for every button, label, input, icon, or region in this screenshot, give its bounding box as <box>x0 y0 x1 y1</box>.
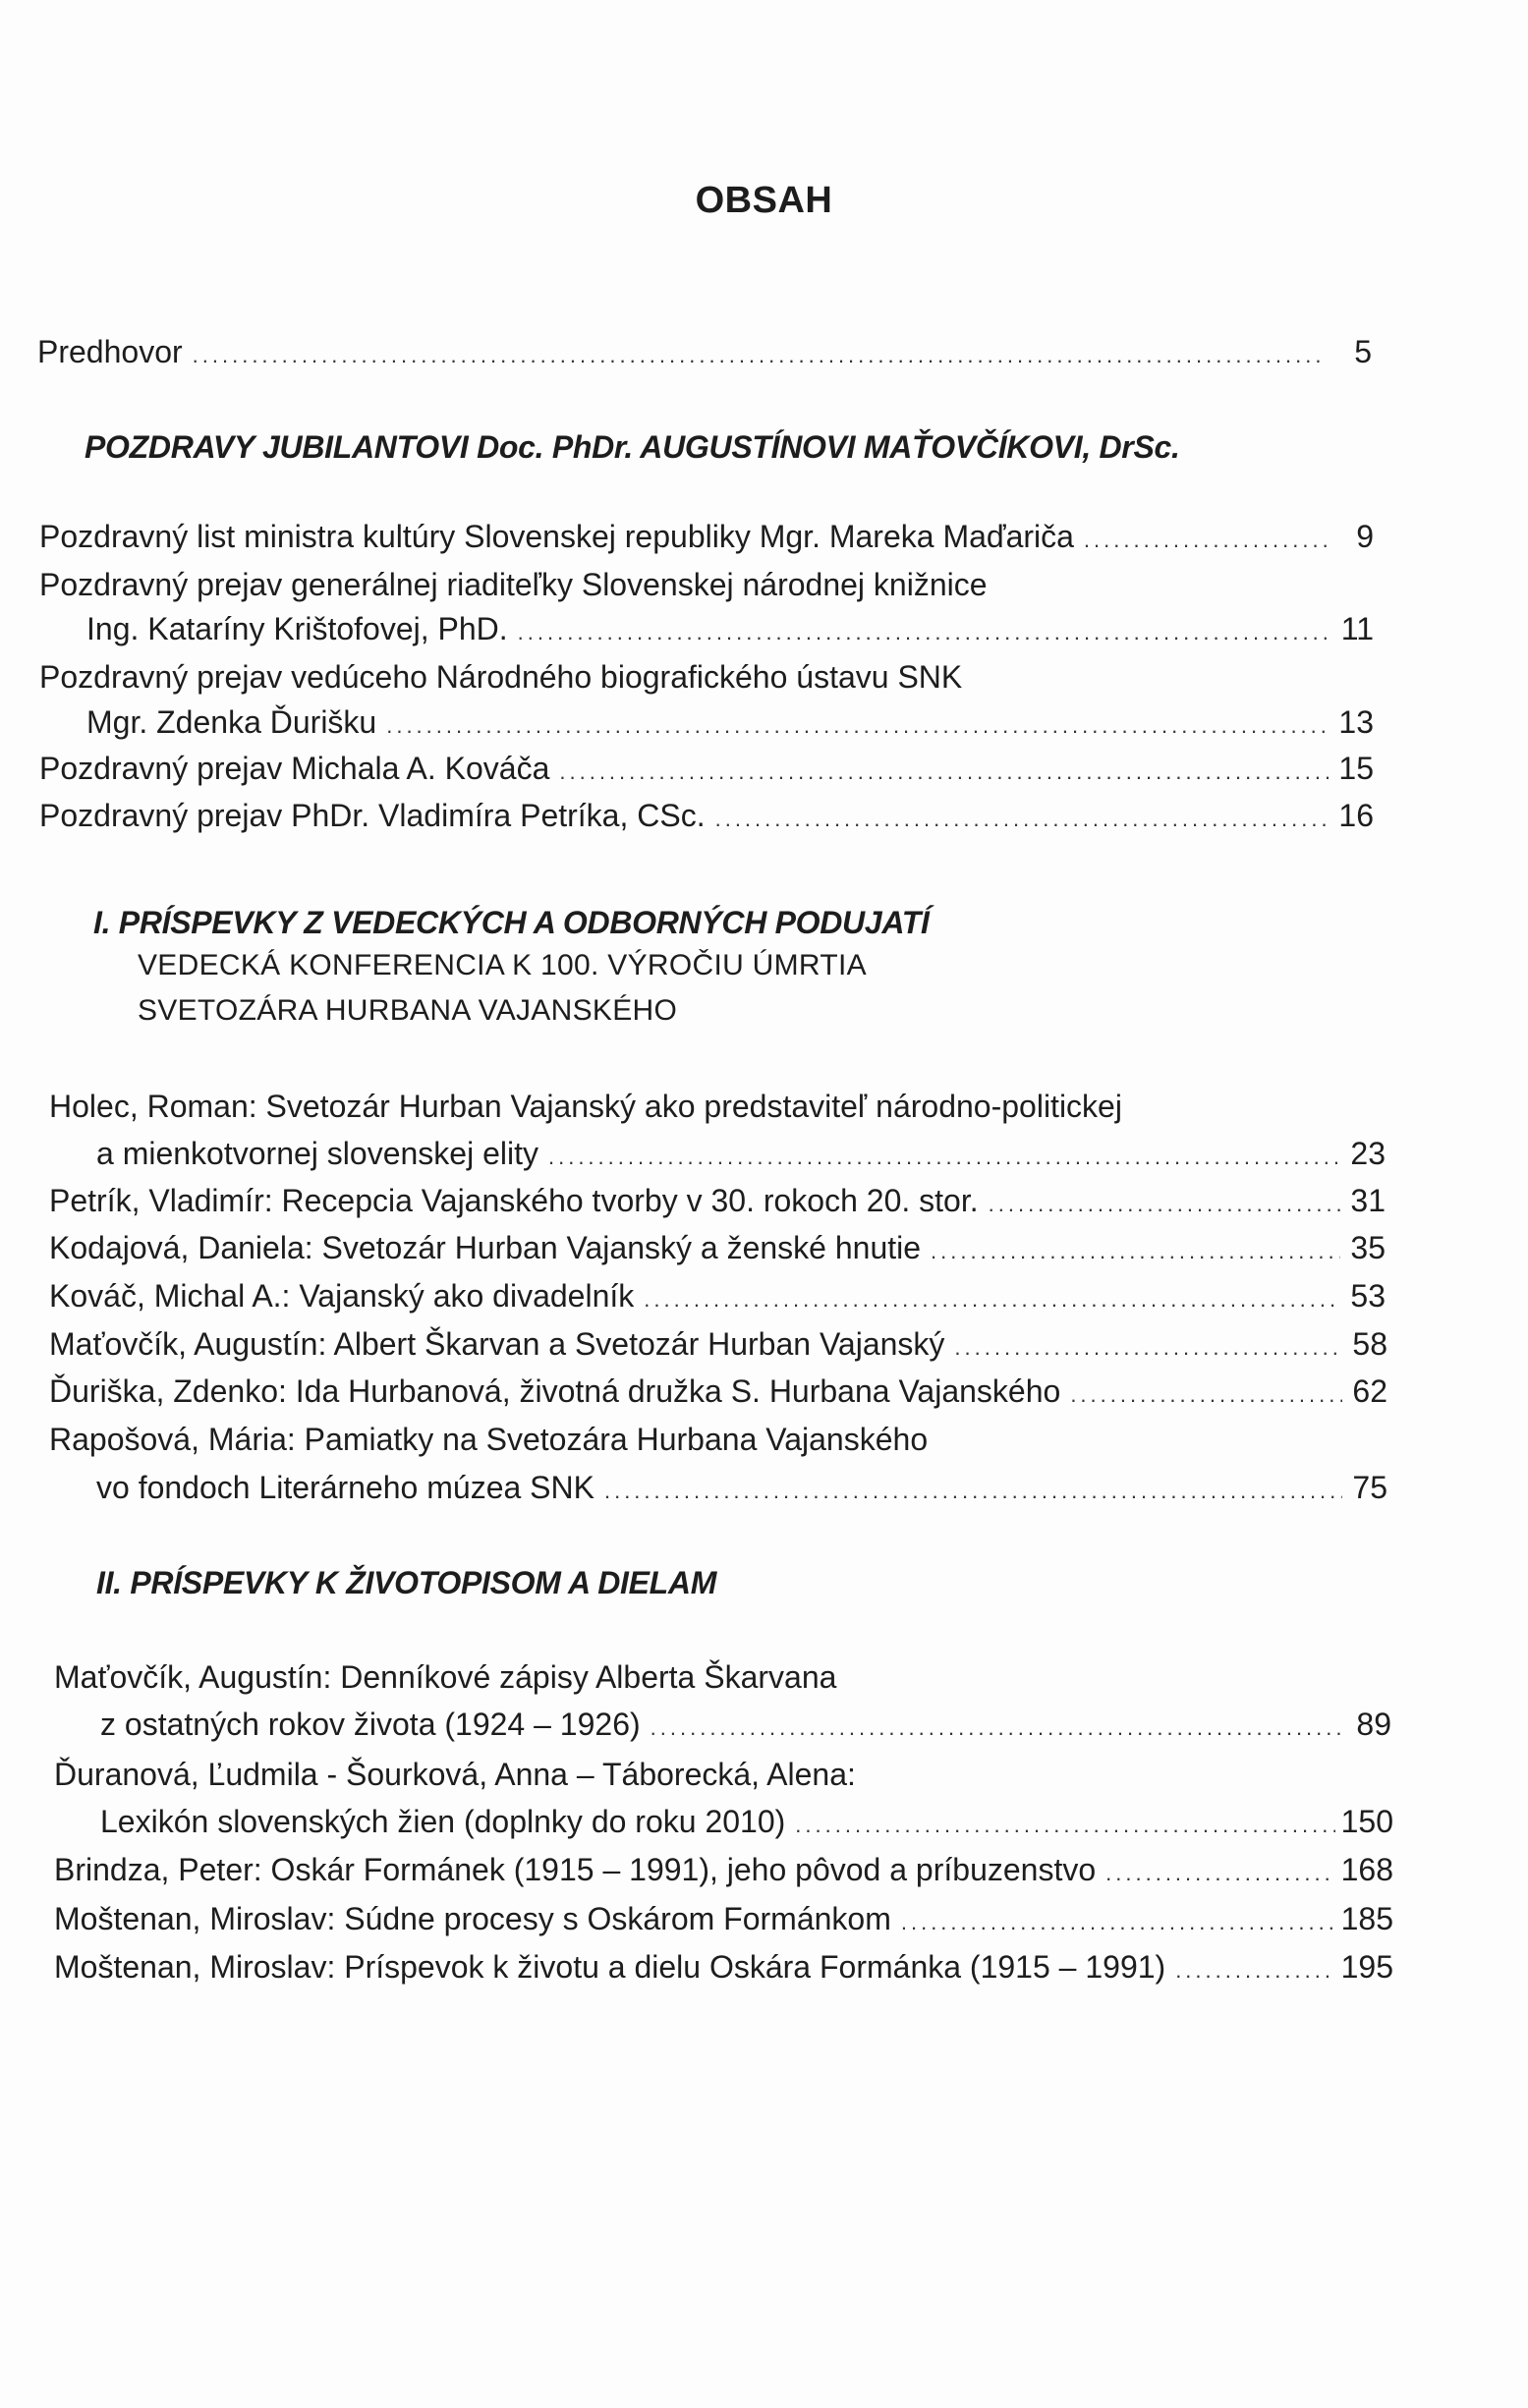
toc-entry-label: Pozdravný prejav PhDr. Vladimíra Petríka, CSc. <box>39 798 706 833</box>
leader-dots <box>795 1815 1334 1836</box>
toc-entry-label: Pozdravný prejav Michala A. Kováča <box>39 751 550 786</box>
toc-entry <box>54 1903 1393 1934</box>
toc-page-number: 168 <box>1340 1852 1393 1887</box>
leader-dots <box>1084 530 1329 551</box>
toc-page-number: 16 <box>1338 798 1374 833</box>
leader-dots <box>518 622 1329 644</box>
toc-entry-line1: Ďuranová, Ľudmila - Šourková, Anna – Táborecká, Alena: <box>54 1757 856 1792</box>
toc-entry <box>49 1280 1386 1312</box>
toc-entry <box>49 1185 1386 1216</box>
leader-dots <box>931 1241 1340 1262</box>
toc-entry <box>49 1328 1387 1360</box>
toc-page-number: 53 <box>1350 1278 1386 1314</box>
leader-dots <box>1175 1960 1334 1982</box>
toc-entry <box>86 613 1374 644</box>
toc-entry <box>100 1806 1393 1837</box>
toc-entry-label: Moštenan, Miroslav: Súdne procesy s Oskárom Formánkom <box>54 1901 891 1936</box>
toc-entry-label: Petrík, Vladimír: Recepcia Vajanského tvorby v 30. rokoch 20. stor. <box>49 1183 979 1218</box>
leader-dots <box>193 345 1327 366</box>
toc-entry-label: Kodajová, Daniela: Svetozár Hurban Vajanský a ženské hnutie <box>49 1230 922 1265</box>
leader-dots <box>1105 1863 1334 1884</box>
toc-page-number: 15 <box>1338 751 1374 786</box>
section-subheading: VEDECKÁ KONFERENCIA K 100. VÝROČIU ÚMRTIA <box>138 949 867 981</box>
toc-entry <box>100 1708 1391 1740</box>
toc-page-number: 31 <box>1350 1183 1386 1218</box>
toc-entry-label: Moštenan, Miroslav: Príspevok k životu a dielu Oskára Formánka (1915 – 1991) <box>54 1949 1166 1985</box>
section-heading-2: II. PRÍSPEVKY K ŽIVOTOPISOM A DIELAM <box>96 1565 717 1600</box>
leader-dots <box>989 1194 1340 1215</box>
toc-entry <box>96 1138 1386 1169</box>
leader-dots <box>901 1912 1335 1933</box>
leader-dots <box>715 809 1329 830</box>
toc-page-number: 150 <box>1340 1804 1393 1839</box>
toc-page-number: 62 <box>1352 1373 1387 1409</box>
toc-entry-label: Mgr. Zdenka Ďurišku <box>86 704 377 740</box>
leader-dots <box>548 1147 1340 1168</box>
toc-entry-label: Lexikón slovenských žien (doplnky do roku 2010) <box>100 1804 786 1839</box>
toc-page-number: 89 <box>1356 1707 1391 1742</box>
toc-entry-label: Predhovor <box>37 334 183 369</box>
toc-page-number: 13 <box>1338 704 1374 740</box>
toc-entry <box>54 1854 1393 1885</box>
leader-dots <box>604 1481 1342 1502</box>
toc-page-number: 9 <box>1356 519 1374 554</box>
toc-entry-label: z ostatných rokov života (1924 – 1926) <box>100 1707 641 1742</box>
toc-entry-label: Ing. Kataríny Krištofovej, PhD. <box>86 611 508 646</box>
toc-entry-label: vo fondoch Literárneho múzea SNK <box>96 1470 594 1505</box>
toc-entry-label: a mienkotvornej slovenskej elity <box>96 1136 538 1171</box>
toc-entry-line1: Maťovčík, Augustín: Denníkové zápisy Alberta Škarvana <box>54 1659 837 1695</box>
toc-entry <box>96 1472 1387 1503</box>
toc-page-number: 75 <box>1352 1470 1387 1505</box>
section-heading-greetings: POZDRAVY JUBILANTOVI Doc. PhDr. AUGUSTÍNOVI MAŤOVČÍKOVI, DrSc. <box>85 429 1180 465</box>
toc-page-number: 185 <box>1340 1901 1393 1936</box>
toc-entry <box>39 521 1374 552</box>
toc-entry <box>39 800 1374 831</box>
toc-entry-line1: Rapošová, Mária: Pamiatky na Svetozára Hurbana Vajanského <box>49 1422 929 1457</box>
toc-page-number: 11 <box>1340 611 1374 646</box>
toc-entry-line1: Holec, Roman: Svetozár Hurban Vajanský ako predstaviteľ národno-politickej <box>49 1089 1122 1124</box>
leader-dots <box>651 1717 1346 1739</box>
section-heading-1: I. PRÍSPEVKY Z VEDECKÝCH A ODBORNÝCH PODUJATÍ <box>93 905 930 940</box>
toc-entry-line1: Pozdravný prejav generálnej riaditeľky Slovenskej národnej knižnice <box>39 567 988 602</box>
leader-dots <box>386 715 1329 737</box>
toc-entry-label: Brindza, Peter: Oskár Formánek (1915 – 1991), jeho pôvod a príbuzenstvo <box>54 1852 1097 1887</box>
toc-entry-line1: Pozdravný prejav vedúceho Národného biografického ústavu SNK <box>39 659 963 695</box>
toc-entry-label: Kováč, Michal A.: Vajanský ako divadelník <box>49 1278 635 1314</box>
toc-page-number: 35 <box>1350 1230 1386 1265</box>
toc-entry <box>39 753 1374 784</box>
section-subheading: SVETOZÁRA HURBANA VAJANSKÉHO <box>138 994 678 1027</box>
toc-page-number: 5 <box>1354 334 1372 369</box>
toc-entry <box>49 1232 1386 1263</box>
toc-page-number: 195 <box>1340 1949 1393 1985</box>
toc-entry-label: Maťovčík, Augustín: Albert Škarvan a Svetozár Hurban Vajanský <box>49 1326 945 1362</box>
toc-entry <box>54 1951 1393 1983</box>
page-title: OBSAH <box>695 180 833 221</box>
toc-entry-label: Pozdravný list ministra kultúry Slovenskej republiky Mgr. Mareka Maďariča <box>39 519 1074 554</box>
toc-entry <box>49 1375 1387 1407</box>
leader-dots <box>644 1289 1340 1311</box>
leader-dots <box>1070 1384 1342 1406</box>
toc-entry-label: Ďuriška, Zdenko: Ida Hurbanová, životná družka S. Hurbana Vajanského <box>49 1373 1061 1409</box>
toc-page-number: 58 <box>1352 1326 1387 1362</box>
toc-page-number: 23 <box>1350 1136 1386 1171</box>
leader-dots <box>559 761 1329 783</box>
leader-dots <box>954 1337 1342 1359</box>
toc-entry-foreword <box>37 336 1372 367</box>
toc-entry <box>86 706 1374 738</box>
